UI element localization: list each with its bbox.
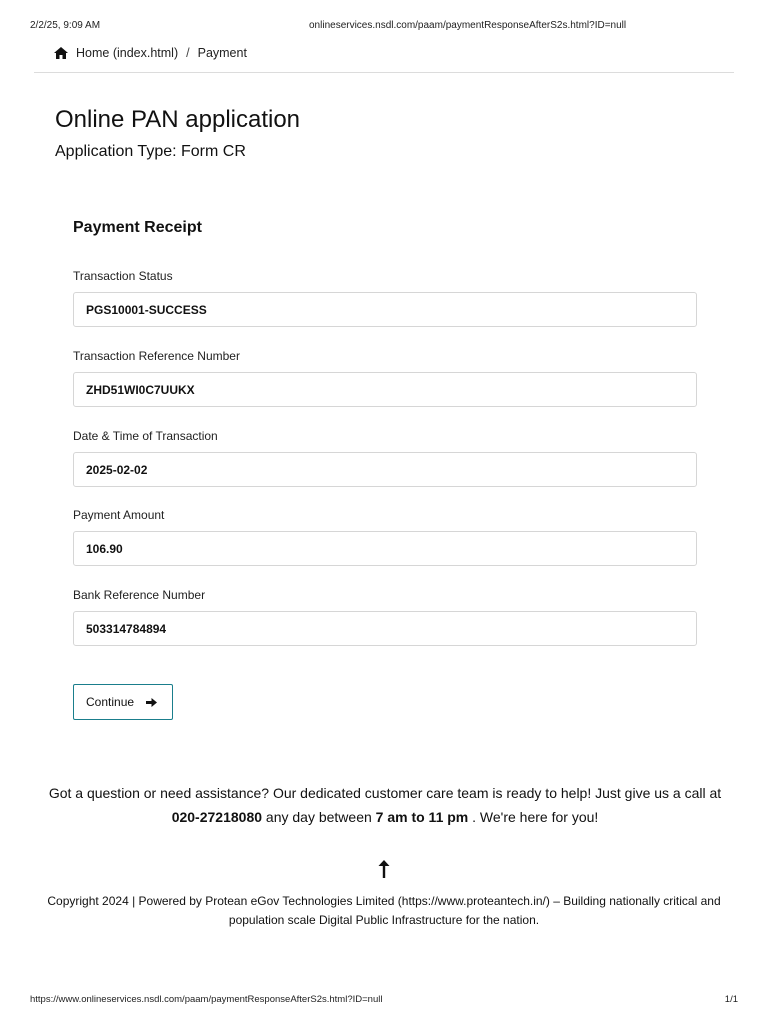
help-text: [40, 781, 730, 829]
print-footer-url: https://www.onlineservices.nsdl.com/paam/paymentResponseAfterS2s.html?ID=null: [30, 994, 383, 1005]
application-type: Application Type: Form CR: [55, 143, 246, 160]
transaction-status-field: PGS10001-SUCCESS: [73, 292, 697, 327]
transaction-datetime-label: Date & Time of Transaction: [73, 429, 218, 443]
transaction-reference-label: Transaction Reference Number: [73, 349, 240, 363]
payment-amount-field: 106.90: [73, 531, 697, 566]
help-phone: 020-27218080: [171, 809, 263, 825]
arrow-right-icon: [146, 698, 157, 707]
page-title: Online PAN application: [55, 106, 301, 133]
transaction-reference-field: ZHD51WI0C7UUKX: [73, 372, 697, 407]
breadcrumb-separator: /: [186, 46, 190, 60]
home-icon: [54, 47, 68, 59]
print-page-number: 1/1: [724, 994, 738, 1005]
continue-label: Continue: [86, 695, 135, 709]
bank-reference-field: 503314784894: [73, 611, 697, 646]
print-datetime: 2/2/25, 9:09 AM: [30, 20, 101, 31]
scroll-to-top-icon[interactable]: [378, 860, 390, 878]
help-text-between: any day between: [262, 809, 376, 825]
help-text-intro: Got a question or need assistance? Our dedicated customer care team is ready to help! Just give us a call at: [48, 785, 722, 801]
payment-amount-label: Payment Amount: [73, 508, 165, 522]
header-divider: [34, 72, 734, 73]
breadcrumb-home-link[interactable]: Home (index.html): [76, 46, 179, 60]
breadcrumb: [54, 46, 247, 60]
bank-reference-label: Bank Reference Number: [73, 588, 206, 602]
help-text-outro: . We're here for you!: [468, 809, 599, 825]
print-header: [30, 20, 738, 34]
print-url: onlineservices.nsdl.com/paam/paymentResponseAfterS2s.html?ID=null: [309, 20, 627, 31]
receipt-title: Payment Receipt: [73, 219, 202, 236]
breadcrumb-current: Payment: [197, 46, 247, 60]
help-hours: 7 am to 11 pm: [375, 809, 469, 825]
transaction-datetime-field: 2025-02-02: [73, 452, 697, 487]
copyright: Copyright 2024 | Powered by Protean eGov Technologies Limited (https://www.proteantech.in/) – Building nationally critical and population scale Digital Public Infrastructure for the nation.: [47, 894, 721, 927]
continue-button[interactable]: [73, 684, 173, 720]
transaction-status-label: Transaction Status: [73, 269, 173, 283]
